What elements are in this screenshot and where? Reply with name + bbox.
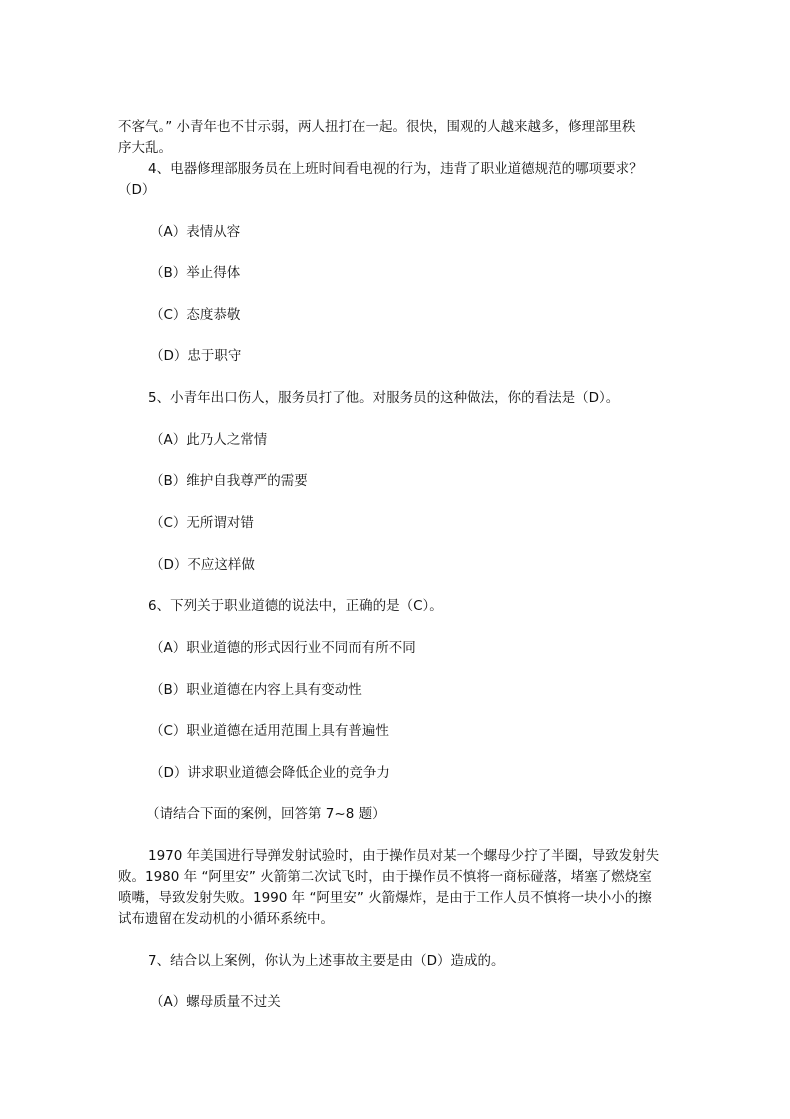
option: （A）表情从容 bbox=[150, 224, 241, 240]
question-5: 5、小青年出口伤人，服务员打了他。对服务员的这种做法，你的看法是（D）。 bbox=[148, 390, 620, 406]
case-line: 喷嘴，导致发射失败。1990 年 “阿里安” 火箭爆炸，是由于工作人员不慎将一块小小的擦 bbox=[118, 890, 652, 906]
case-line: 1970 年美国进行导弹发射试验时，由于操作员对某一个螺母少拧了半圈，导致发射失 bbox=[148, 848, 660, 864]
option: （D）讲求职业道德会降低企业的竞争力 bbox=[150, 765, 390, 781]
option: （C）态度恭敬 bbox=[150, 307, 241, 323]
case-note: （请结合下面的案例，回答第 7~8 题） bbox=[146, 806, 386, 822]
option: （B）举止得体 bbox=[150, 265, 241, 281]
option: （D）不应这样做 bbox=[150, 557, 255, 573]
option: （B）职业道德在内容上具有变动性 bbox=[150, 682, 362, 698]
case-line: 试布遗留在发动机的小循环系统中。 bbox=[118, 911, 334, 927]
option: （B）维护自我尊严的需要 bbox=[150, 473, 308, 489]
case-line: 败。1980 年 “阿里安” 火箭第二次试飞时，由于操作员不慎将一商标碰落，堵塞了燃烧室 bbox=[118, 869, 652, 885]
question-4: 4、电器修理部服务员在上班时间看电视的行为，违背了职业道德规范的哪项要求？ bbox=[148, 161, 643, 177]
question-4-answer: （D） bbox=[118, 182, 156, 198]
option: （A）职业道德的形式因行业不同而有所不同 bbox=[150, 640, 416, 656]
intro-line: 不客气。” 小青年也不甘示弱，两人扭打在一起。很快，围观的人越来越多，修理部里秩 bbox=[118, 119, 636, 135]
option: （A）螺母质量不过关 bbox=[150, 994, 281, 1010]
question-6: 6、下列关于职业道德的说法中，正确的是（C）。 bbox=[148, 598, 443, 614]
option: （C）职业道德在适用范围上具有普遍性 bbox=[150, 723, 389, 739]
option: （C）无所谓对错 bbox=[150, 515, 254, 531]
option: （D）忠于职守 bbox=[150, 348, 242, 364]
intro-line: 序大乱。 bbox=[118, 140, 172, 156]
option: （A）此乃人之常情 bbox=[150, 432, 268, 448]
question-7: 7、结合以上案例，你认为上述事故主要是由（D）造成的。 bbox=[148, 953, 505, 969]
